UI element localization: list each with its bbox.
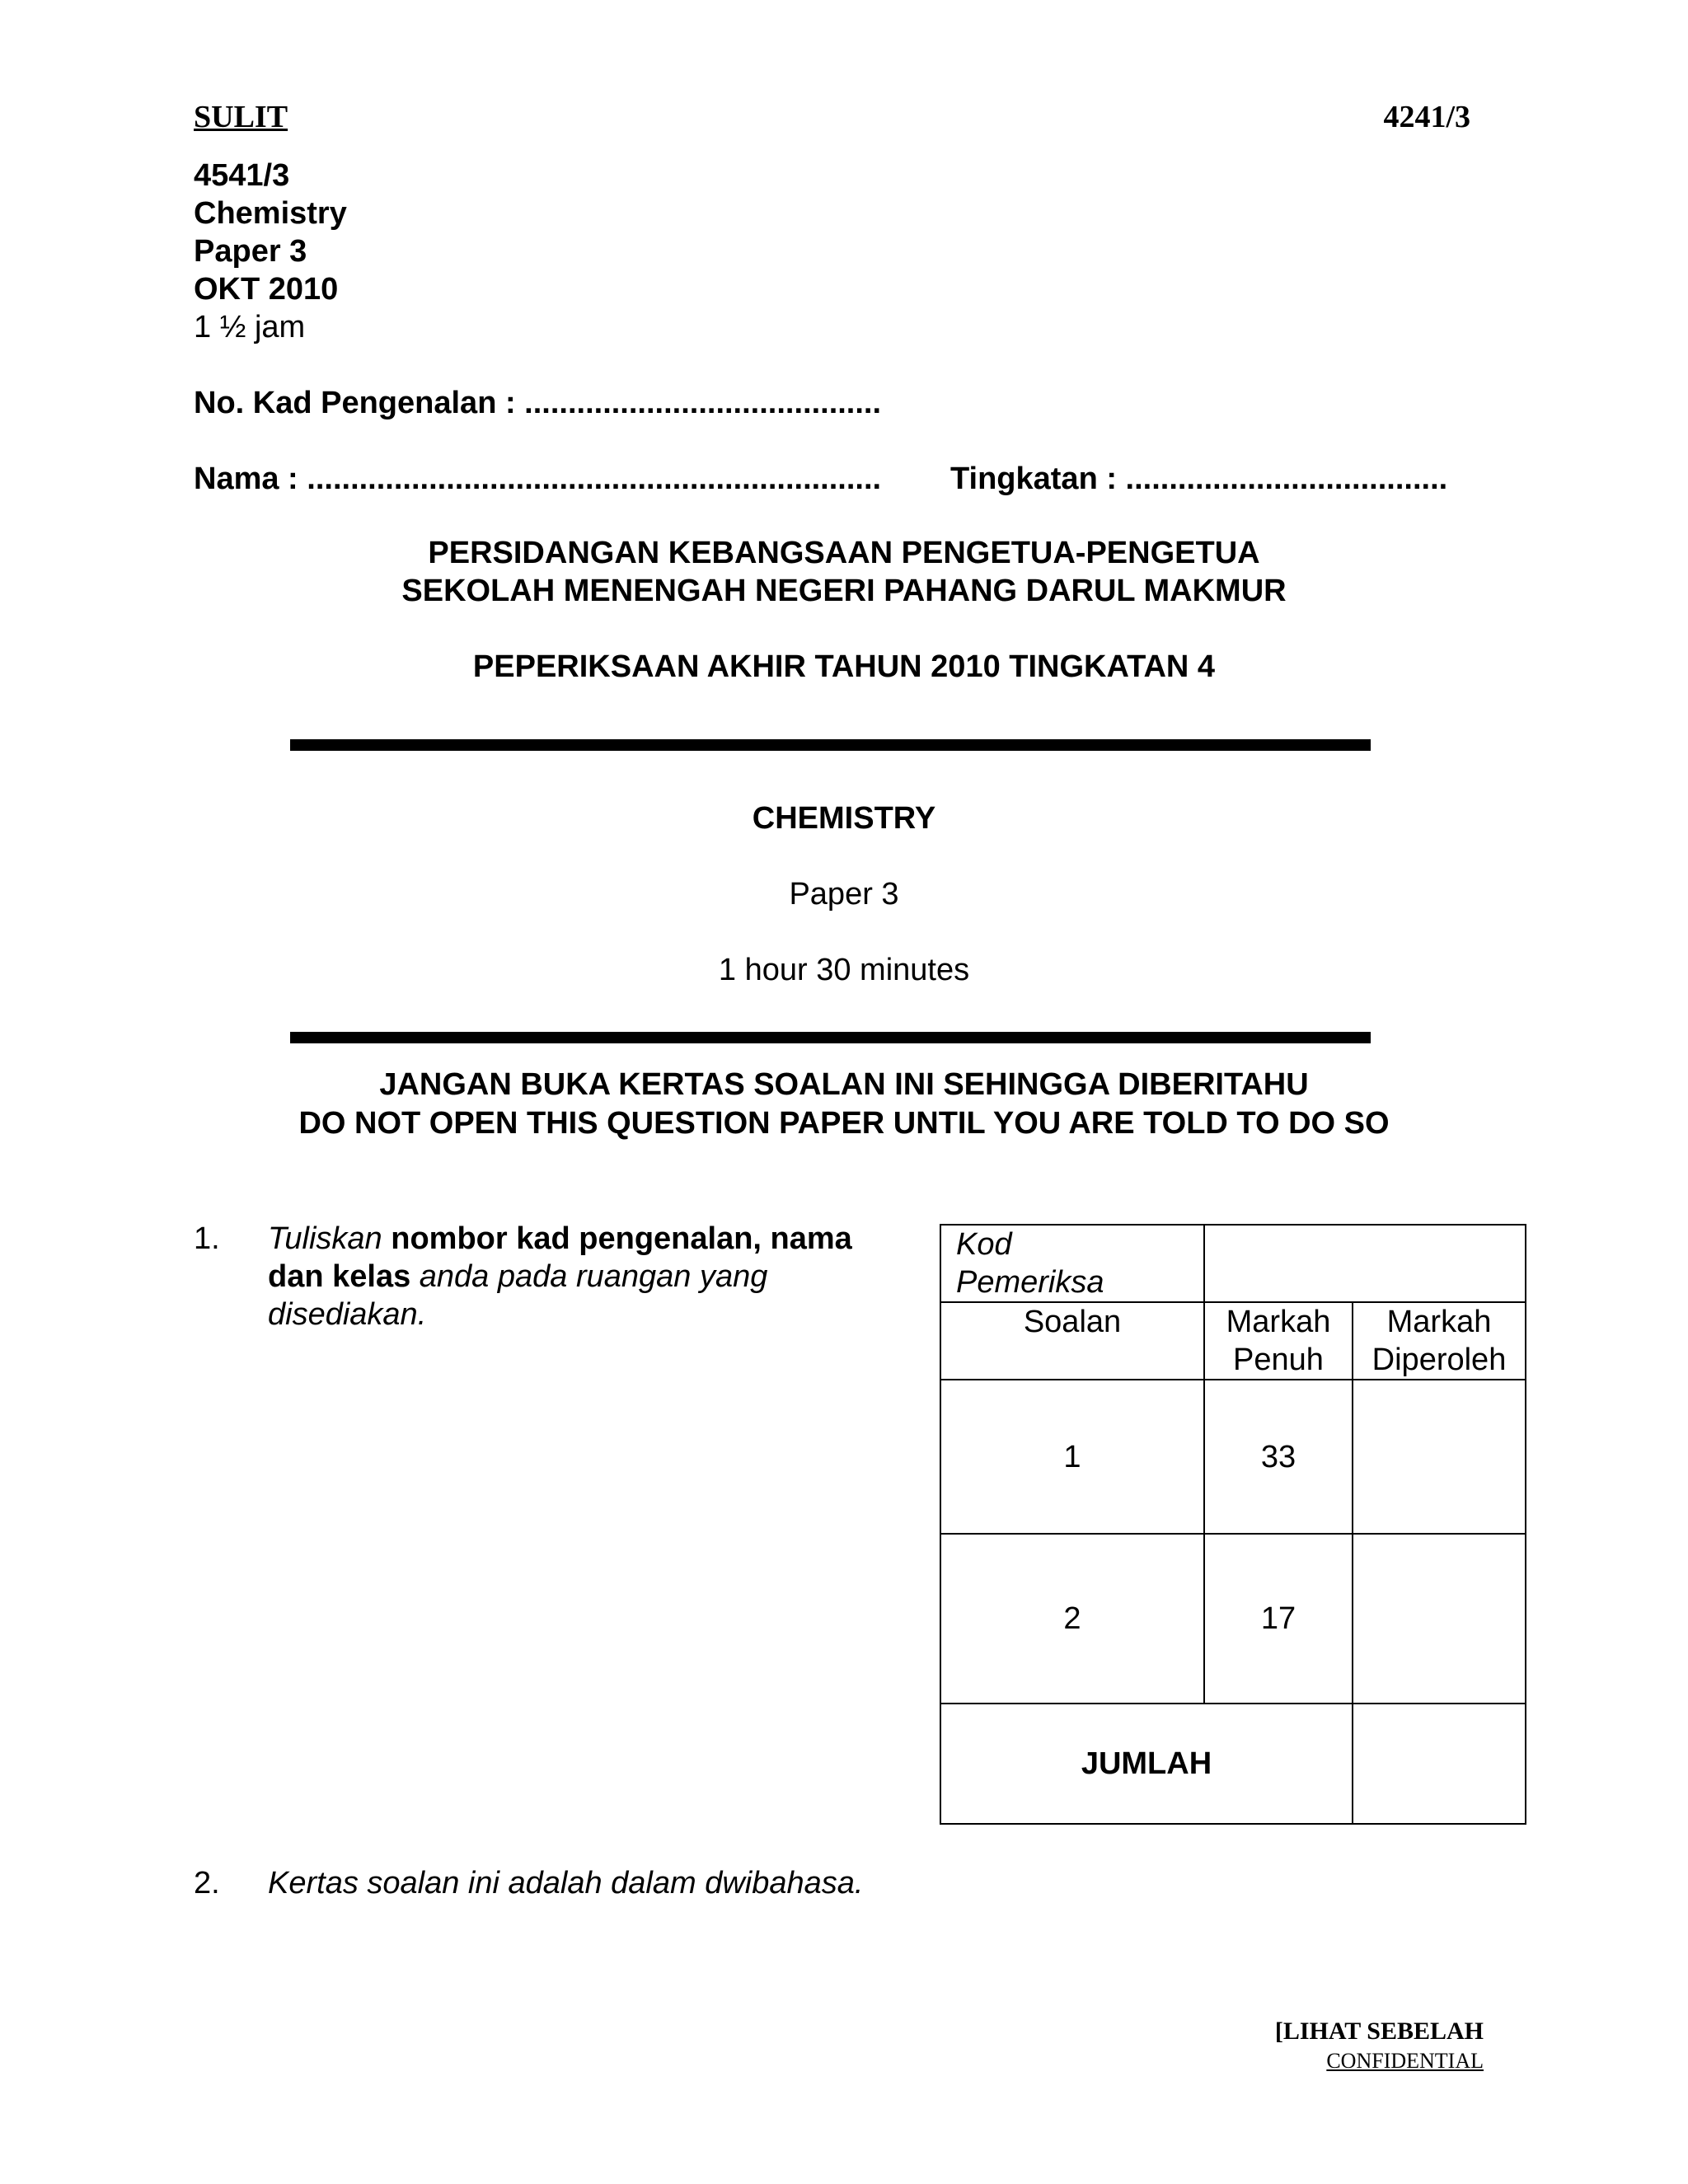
examiner-code-cell[interactable]: [1204, 1225, 1526, 1302]
header-sulit: SULIT: [194, 100, 288, 134]
instruction-1-part-2: nombor kad pengenalan, nama: [382, 1221, 852, 1256]
instruction-2-text: Kertas soalan ini adalah dalam dwibahasa.: [268, 1866, 864, 1900]
header-obtained-marks-line-2: Diperoleh: [1372, 1343, 1507, 1377]
row-full-marks: 33: [1204, 1380, 1353, 1534]
instruction-2-number: 2.: [194, 1866, 220, 1900]
header-full-marks-line-1: Markah: [1226, 1305, 1331, 1339]
footer-see-next: [LIHAT SEBELAH: [1274, 2018, 1484, 2045]
warning-english: DO NOT OPEN THIS QUESTION PAPER UNTIL YOU ARE TOLD TO DO SO: [298, 1106, 1390, 1141]
form-dots: .....................................: [1125, 462, 1448, 496]
subject-title: CHEMISTRY: [752, 801, 936, 836]
header-question: Soalan: [940, 1302, 1204, 1380]
row-obtained-marks[interactable]: [1353, 1380, 1526, 1534]
instruction-1-part-3: dan kelas: [268, 1259, 411, 1294]
header-obtained-marks: [1353, 1302, 1526, 1380]
paper-code: 4541/3: [194, 158, 290, 193]
form-label: Tingkatan :: [950, 462, 1126, 496]
instruction-1-part-1: Tuliskan: [268, 1221, 382, 1256]
examiner-code-label-line-1: Kod: [956, 1227, 1012, 1262]
examiner-code-label-line-2: Pemeriksa: [956, 1265, 1104, 1300]
table-row: [940, 1380, 1526, 1534]
organizer-line-1: PERSIDANGAN KEBANGSAAN PENGETUA-PENGETUA: [428, 536, 1260, 570]
duration-label: 1 hour 30 minutes: [718, 953, 970, 987]
instruction-1-text: [268, 1220, 927, 1333]
row-full-marks: 17: [1204, 1534, 1353, 1704]
form-field[interactable]: [950, 462, 1447, 497]
name-dots: ..................................................................: [307, 462, 882, 496]
ic-number-label: No. Kad Pengenalan :: [194, 386, 525, 420]
footer-confidential: CONFIDENTIAL: [1326, 2049, 1484, 2073]
paper-number: Paper 3: [194, 234, 307, 269]
top-rule: [290, 739, 1371, 751]
instruction-1-number: 1.: [194, 1221, 220, 1256]
name-field[interactable]: [194, 462, 881, 497]
marks-table: [940, 1224, 1526, 1825]
paper-subject: Chemistry: [194, 196, 347, 231]
instruction-1-part-4: anda pada ruangan yang: [410, 1259, 768, 1294]
bottom-rule: [290, 1032, 1371, 1043]
paper-label: Paper 3: [789, 877, 899, 912]
header-full-marks-line-2: Penuh: [1233, 1343, 1324, 1377]
name-label: Nama :: [194, 462, 307, 496]
paper-date: OKT 2010: [194, 272, 339, 307]
ic-number-dots: .........................................: [524, 386, 882, 420]
instruction-1-part-5: disediakan.: [268, 1297, 427, 1332]
total-obtained-cell[interactable]: [1353, 1704, 1526, 1824]
row-question: 1: [940, 1380, 1204, 1534]
header-paper-code: 4241/3: [1383, 100, 1470, 134]
warning-malay: JANGAN BUKA KERTAS SOALAN INI SEHINGGA DIBERITAHU: [379, 1067, 1309, 1102]
row-question: 2: [940, 1534, 1204, 1704]
organizer-line-2: SEKOLAH MENENGAH NEGERI PAHANG DARUL MAKMUR: [401, 574, 1287, 608]
table-row: [940, 1534, 1526, 1704]
header-obtained-marks-line-1: Markah: [1386, 1305, 1492, 1339]
ic-number-field[interactable]: [194, 386, 881, 421]
row-obtained-marks[interactable]: [1353, 1534, 1526, 1704]
examiner-code-label: [940, 1225, 1204, 1302]
paper-duration: 1 ½ jam: [194, 310, 306, 344]
exam-title: PEPERIKSAAN AKHIR TAHUN 2010 TINGKATAN 4: [472, 649, 1216, 684]
total-label: JUMLAH: [940, 1704, 1353, 1824]
header-full-marks: [1204, 1302, 1353, 1380]
